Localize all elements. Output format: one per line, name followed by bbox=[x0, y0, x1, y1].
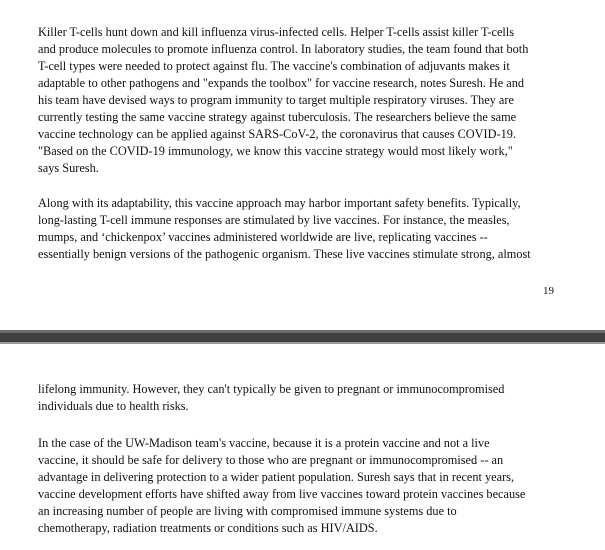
text-line: adaptable to other pathogens and "expands the toolbox" for vaccine research, notes Suresh. He and bbox=[38, 76, 525, 90]
text-line: an increasing number of people are living with compromised immune systems due to bbox=[38, 504, 457, 518]
paragraph-uw-madison-vaccine bbox=[38, 435, 570, 537]
text-line: chemotherapy, radiation treatments or conditions such as HIV/AIDS. bbox=[38, 521, 378, 535]
text-line: his team have devised ways to program immunity to target multiple respiratory viruses. They are bbox=[38, 93, 514, 107]
text-line: currently testing the same vaccine strategy against tuberculosis. The researchers believe the same bbox=[38, 110, 517, 124]
text-line: says Suresh. bbox=[38, 161, 99, 175]
page-number: 19 bbox=[543, 285, 554, 297]
text-line: Along with its adaptability, this vaccine approach may harbor important safety benefits. Typically, bbox=[38, 196, 521, 210]
text-line: T-cell types were needed to protect against flu. The vaccine's combination of adjuvants makes it bbox=[38, 59, 510, 73]
text-line: mumps, and ‘chickenpox’ vaccines administered worldwide are live, replicating vaccines -- bbox=[38, 230, 488, 244]
text-line: individuals due to health risks. bbox=[38, 399, 189, 413]
text-line: vaccine, it should be safe for delivery to those who are pregnant or immunocompromised -- an bbox=[38, 453, 504, 467]
text-line: "Based on the COVID-19 immunology, we know this vaccine strategy would most likely work," bbox=[38, 144, 513, 158]
text-line: long-lasting T-cell immune responses are stimulated by live vaccines. For instance, the measles, bbox=[38, 213, 510, 227]
text-line: essentially benign versions of the pathogenic organism. These live vaccines stimulate strong, almost bbox=[38, 247, 531, 261]
text-line: In the case of the UW-Madison team's vaccine, because it is a protein vaccine and not a live bbox=[38, 436, 490, 450]
page-separator-shade bbox=[0, 330, 605, 333]
text-line: vaccine technology can be applied against SARS-CoV-2, the coronavirus that causes COVID-19. bbox=[38, 127, 516, 141]
paragraph-t-cells bbox=[38, 24, 570, 177]
page-separator bbox=[0, 330, 605, 344]
text-line: and produce molecules to promote influenza control. In laboratory studies, the team found that both bbox=[38, 42, 529, 56]
document-page-20 bbox=[0, 344, 605, 550]
text-line: advantage in delivering protection to a wider patient population. Suresh says that in recent years, bbox=[38, 470, 515, 484]
paragraph-lifelong-immunity bbox=[38, 381, 570, 415]
text-line: Killer T-cells hunt down and kill influenza virus-infected cells. Helper T-cells assist killer T-cells bbox=[38, 25, 515, 39]
text-line: lifelong immunity. However, they can't typically be given to pregnant or immunocompromised bbox=[38, 382, 505, 396]
text-line: vaccine development efforts have shifted away from live vaccines toward protein vaccines because bbox=[38, 487, 526, 501]
paragraph-safety-benefits bbox=[38, 195, 570, 263]
